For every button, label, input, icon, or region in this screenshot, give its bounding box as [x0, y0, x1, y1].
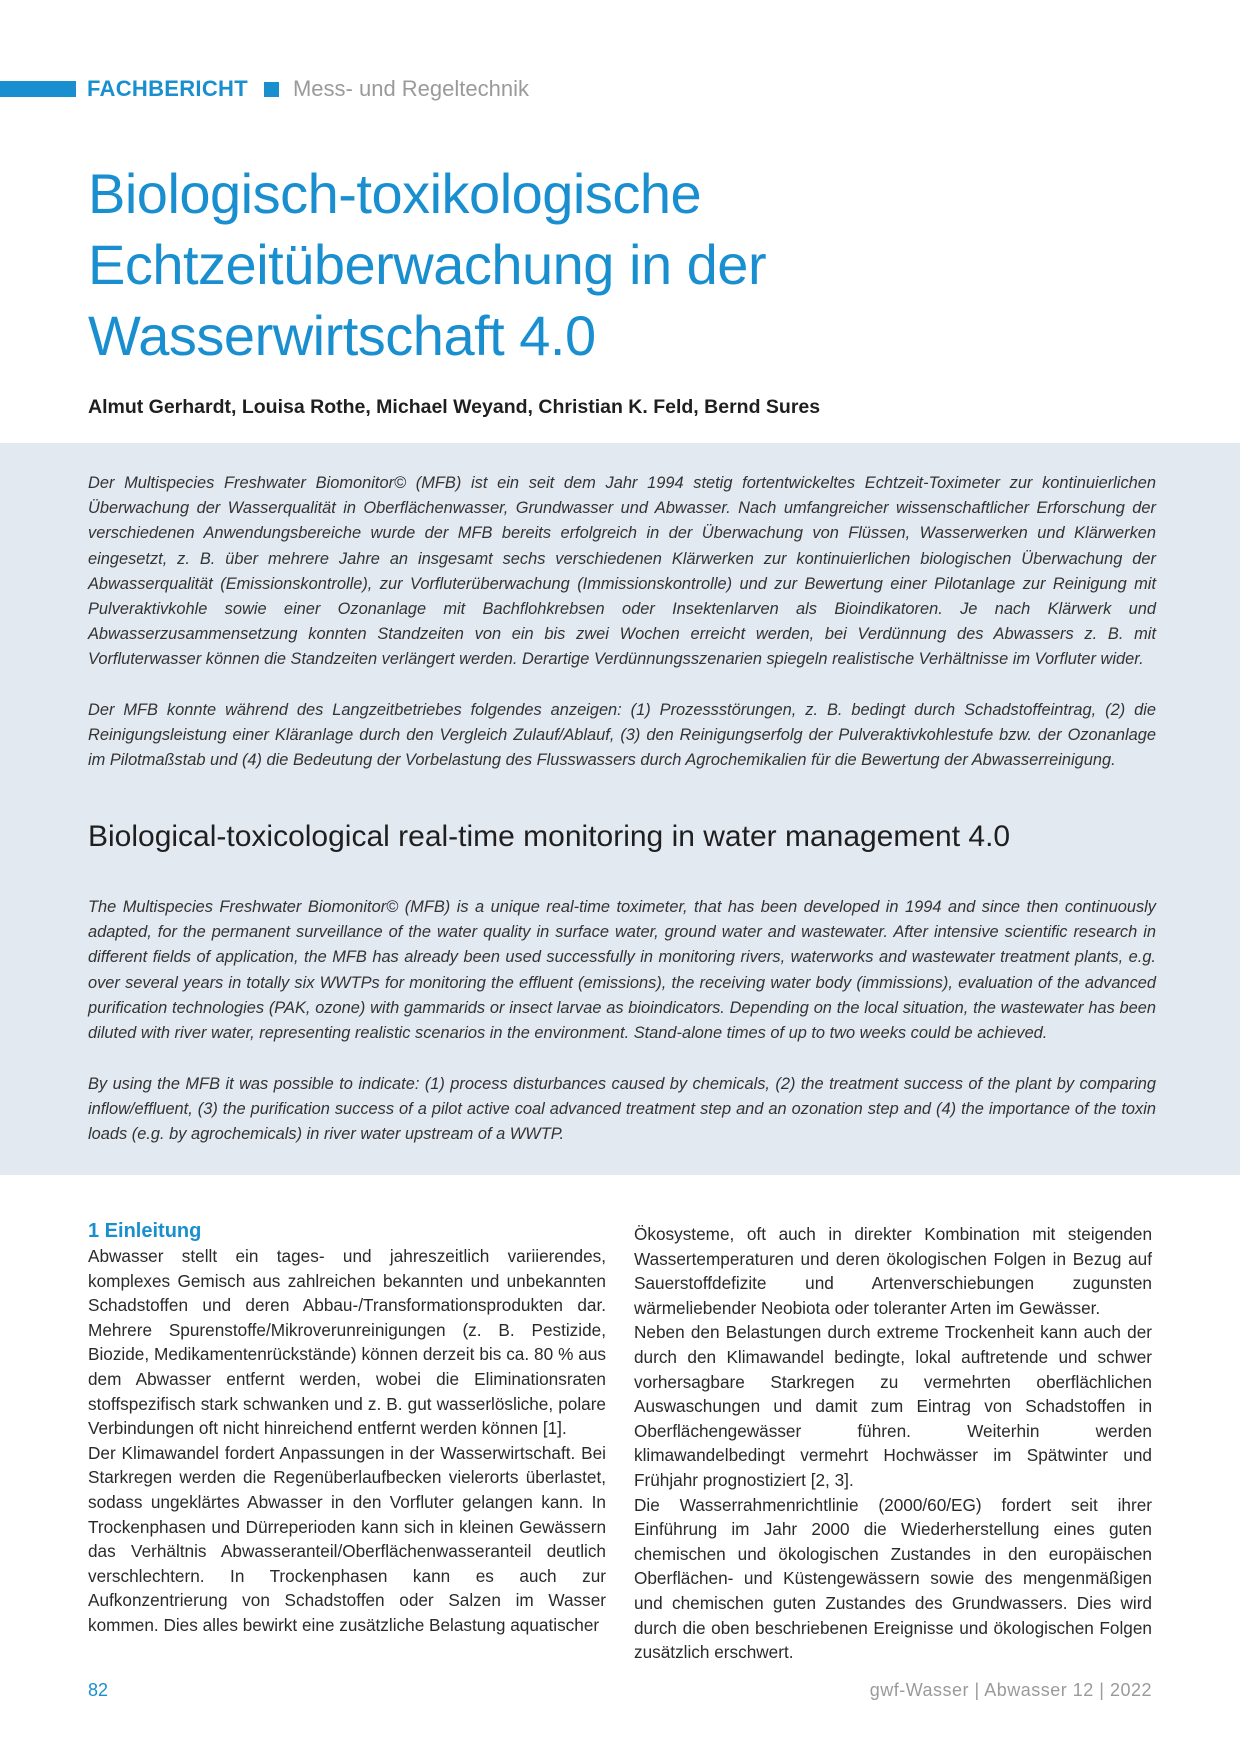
- page-number: 82: [88, 1680, 109, 1700]
- body-paragraph: Neben den Belastungen durch extreme Trockenheit kann auch der durch den Klimawandel bedingte, lokal auftretende und schwer vorhersagbare Starkregen zu vermehrten oberflächlichen Auswaschungen und damit zum Eintrag von Schadstoffen in Oberflächengewässer führen. Weiterhin werden klimawandelbedingt vermehrt Hochwässer im Spätwinter und Frühjahr prognostiziert [2, 3].: [634, 1322, 1152, 1490]
- section-header: [87, 77, 529, 101]
- abstract-en-paragraph-2: By using the MFB it was possible to indicate: (1) process disturbances caused by chemicals, (2) the treatment success of the plant by comparing inflow/effluent, (3) the purification success of a pilot active coal advanced treatment step and an ozonation step and (4) the importance of the toxin loads (e.g. by agrochemicals) in river water upstream of a WWTP.: [88, 1075, 1156, 1144]
- section-heading: 1 Einleitung: [88, 1220, 202, 1242]
- abstract-de-paragraph-1: Der Multispecies Freshwater Biomonitor© (MFB) ist ein seit dem Jahr 1994 stetig fortentwickeltes Echtzeit-Toximeter zur kontinuierlichen Überwachung der Wasserqualität in Oberflächenwasser, Grundwasser und Abwasser. Nach umfangreicher wissenschaftlicher Erforschung der verschiedenen Anwendungsbereiche wurde der MFB bereits erfolgreich in der Überwachung von Flüssen, Wasserwerken und Klärwerken eingesetzt, z. B. über mehrere Jahre an insgesamt sechs verschiedenen Klärwerken zur kontinuierlichen biologischen Überwachung der Abwasserqualität (Emissionskontrolle), zur Vorfluterüberwachung (Immissionskontrolle) und zur Bewertung einer Pilotanlage zur Reinigung mit Pulveraktivkohle sowie einer Ozonanlage mit Bachflohkrebsen oder Insektenlarven als Bioindikatoren. Je nach Klärwerk und Abwasserzusammensetzung konnten Standzeiten von ein bis zwei Wochen erreicht werden, bei Verdünnung des Abwassers z. B. mit Vorfluterwasser können die Standzeiten verlängert werden. Derartige Verdünnungsszenarien spiegeln realistische Verhältnisse im Vorfluter wider.: [88, 474, 1156, 669]
- section-label: Mess- und Regeltechnik: [292, 76, 529, 101]
- english-title: Biological-toxicological real-time monitoring in water management 4.0: [88, 820, 1011, 853]
- title-line-2: Echtzeitüberwachung in der: [88, 233, 767, 296]
- body-paragraph: Der Klimawandel fordert Anpassungen in der Wasserwirtschaft. Bei Starkregen werden die Regenüberlaufbecken vielerorts überlastet, sodass ungeklärtes Abwasser in den Vorfluter gelangen kann. In Trockenphasen und Dürreperioden kann sich in kleinen Gewässern das Verhältnis Abwasseranteil/Oberflächenwasseranteil deutlich verschlechtern. In Trockenphasen kann es auch zur Aufkonzentrierung von Schadstoffen oder Salzen im Wasser kommen. Dies alles bewirkt eine zusätzliche Belastung aquatischer: [88, 1442, 606, 1635]
- body-paragraph: Die Wasserrahmenrichtlinie (2000/60/EG) fordert seit ihrer Einführung im Jahr 2000 die Wiederherstellung eines guten chemischen und ökologischen Zustandes in den europäischen Oberflächen- und Küstengewässern sowie des mengenmäßigen und chemischen guten Zustandes des Grundwassers. Dies wird durch die oben beschriebenen Ereignisse und ökologischen Folgen zusätzlich erschwert.: [634, 1494, 1152, 1663]
- header-accent-bar: [0, 81, 76, 97]
- article-title: [88, 158, 1168, 371]
- author-list: Almut Gerhardt, Louisa Rothe, Michael Weyand, Christian K. Feld, Bernd Sures: [88, 396, 821, 418]
- body-paragraph: Ökosysteme, oft auch in direkter Kombination mit steigenden Wassertemperaturen und deren ökologischen Folgen in Bezug auf Sauerstoffdefizite und Artenverschiebungen zugunsten wärmeliebender Neobiota oder toleranter Arten im Gewässer.: [634, 1224, 1152, 1318]
- journal-reference: gwf-Wasser | Abwasser 12 | 2022: [869, 1680, 1152, 1700]
- title-line-1: Biologisch-toxikologische: [88, 162, 702, 225]
- kicker-label: FACHBERICHT: [87, 76, 248, 101]
- body-column-left: [88, 1218, 606, 1638]
- abstract-en-paragraph-1: The Multispecies Freshwater Biomonitor© (MFB) is a unique real-time toximeter, that has been developed in 1994 and since then continuously adapted, for the permanent surveillance of the water quality in surface water, ground water and wastewater. After intensive scientific research in different fields of application, the MFB has already been used successfully in monitoring rivers, waterworks and wastewater treatment plants, e.g. over several years in totally six WWTPs for monitoring the effluent (emissions), the receiving water body (immissions), evaluation of the advanced purification technologies (PAK, ozone) with gammarids or insect larvae as bioindicators. Depending on the local situation, the wastewater has been diluted with river water, representing realistic scenarios in the environment. Stand-alone times of up to two weeks could be achieved.: [88, 898, 1156, 1043]
- body-paragraph: Abwasser stellt ein tages- und jahreszeitlich variierendes, komplexes Gemisch aus zahlreichen bekannten und unbekannten Schadstoffen und deren Abbau-/Transformationsprodukten dar. Mehrere Spurenstoffe/Mikroverunreinigungen (z. B. Pestizide, Biozide, Medikamentenrückstände) können derzeit bis ca. 80 % aus dem Abwasser entfernt werden, wobei die Eliminationsraten stoffspezifisch stark schwanken und z. B. gut wasserlösliche, polare Verbindungen oft nicht hinreichend entfernt werden können [1].: [88, 1246, 606, 1439]
- title-line-3: Wasserwirtschaft 4.0: [88, 304, 596, 367]
- body-column-right: [634, 1222, 1152, 1665]
- kicker-separator-square: [264, 82, 279, 97]
- abstract-de-paragraph-2: Der MFB konnte während des Langzeitbetriebes folgendes anzeigen: (1) Prozessstörungen, z. B. bedingt durch Schadstoffeintrag, (2) die Reinigungsleistung einer Kläranlage durch den Vergleich Zulauf/Ablauf, (3) den Reinigungserfolg der Pulveraktivkohlestufe bzw. der Ozonanlage im Pilotmaßstab und (4) die Bedeutung der Vorbelastung des Flusswassers durch Agrochemikalien für die Bewertung der Abwasserreinigung.: [88, 701, 1156, 770]
